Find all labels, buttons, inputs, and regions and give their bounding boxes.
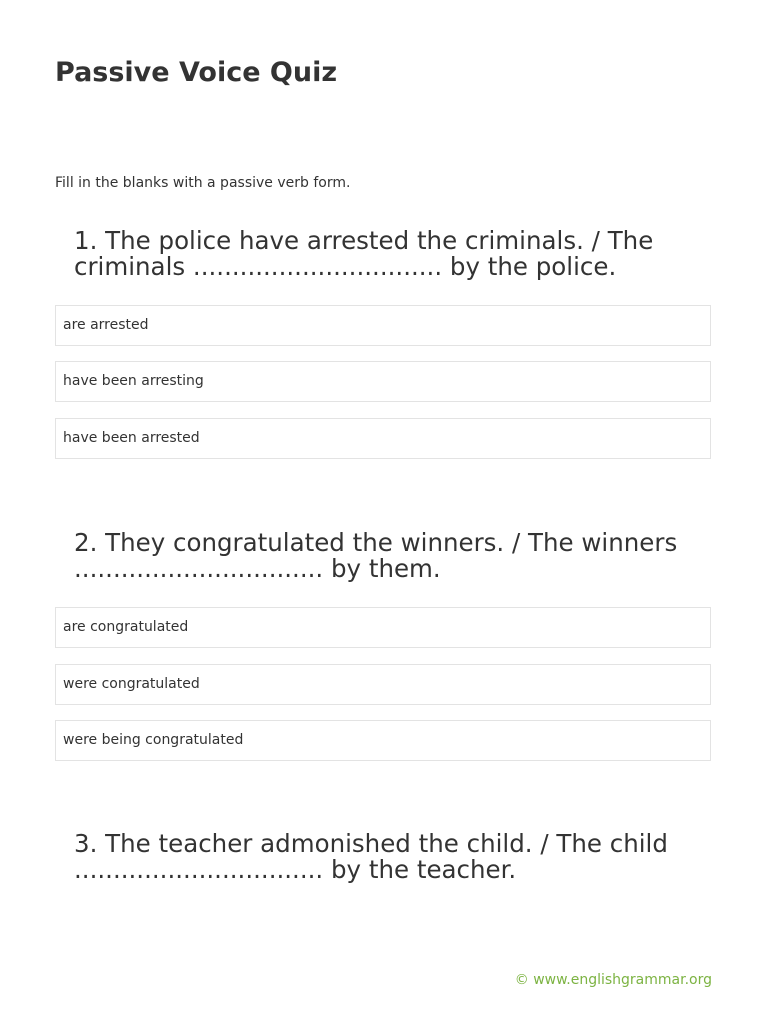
question-3-line-2: ................................ by the teacher. [74,855,517,884]
question-1-option-1[interactable]: are arrested [55,305,711,346]
instructions: Fill in the blanks with a passive verb form. [55,175,351,191]
question-3 [74,831,704,883]
question-1-line-1: 1. The police have arrested the criminals. / The [74,226,654,255]
question-1 [74,228,704,280]
question-2-option-2[interactable]: were congratulated [55,664,711,705]
question-2 [74,530,704,582]
question-2-option-1[interactable]: are congratulated [55,607,711,648]
question-1-option-3[interactable]: have been arrested [55,418,711,459]
page-title: Passive Voice Quiz [55,57,338,88]
footer-copyright-link[interactable]: © www.englishgrammar.org [514,972,712,988]
question-1-line-2: criminals ................................ by the police. [74,252,617,281]
question-3-line-1: 3. The teacher admonished the child. / The child [74,829,668,858]
question-2-line-1: 2. They congratulated the winners. / The winners [74,528,678,557]
question-2-line-2: ................................ by them. [74,554,441,583]
question-1-option-2[interactable]: have been arresting [55,361,711,402]
question-2-option-3[interactable]: were being congratulated [55,720,711,761]
